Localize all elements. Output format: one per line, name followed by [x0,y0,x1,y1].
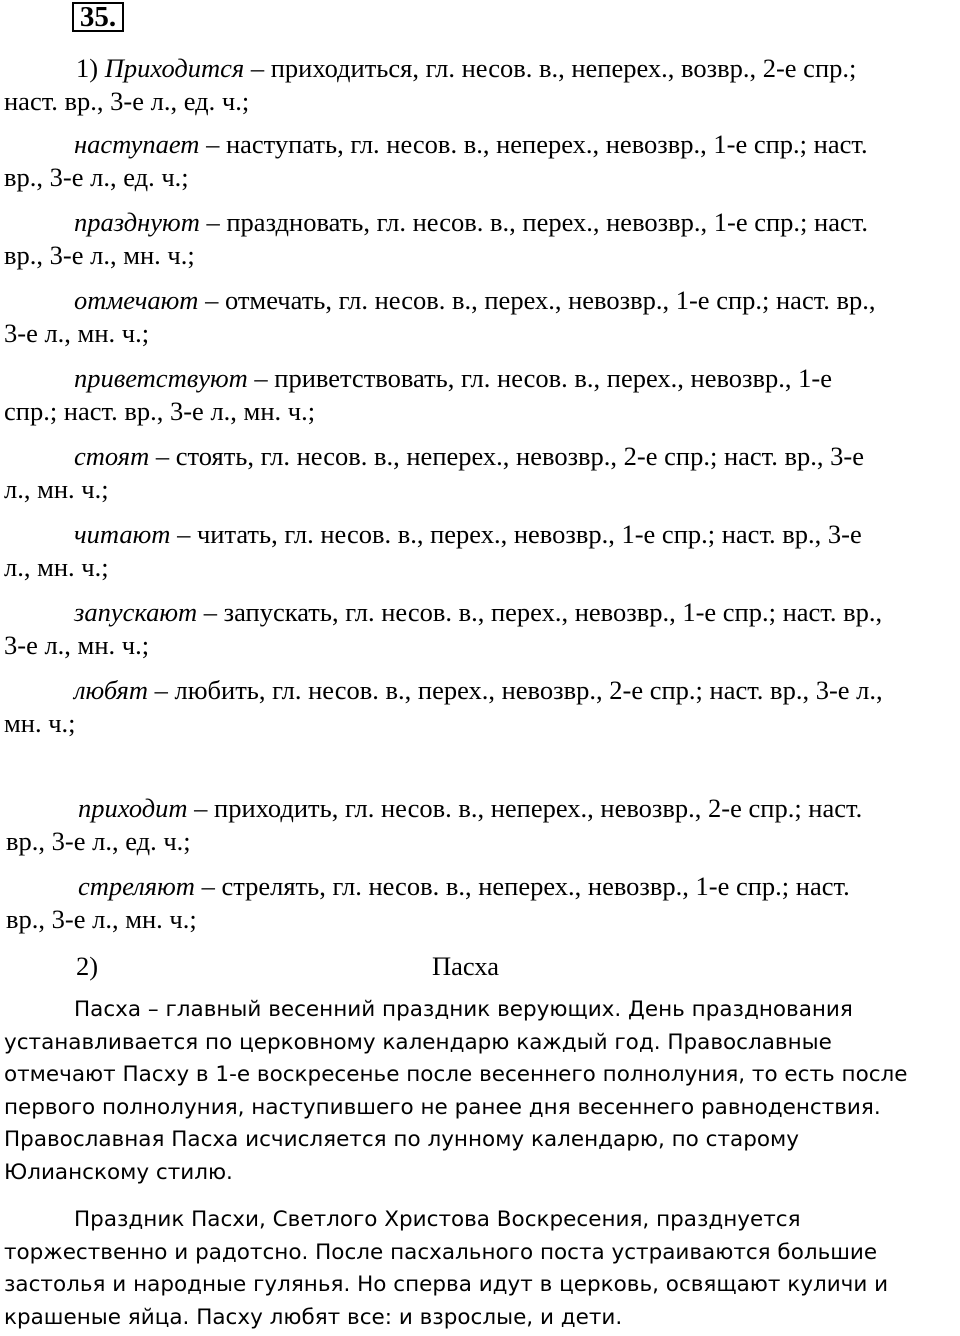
entry-continuation: вр., 3-е л., мн. ч.; [6,904,197,934]
entry-description: запускать, гл. несов. в., перех., невозвр., 1-е спр.; наст. вр., [223,597,883,627]
entry-sep: – [198,285,225,315]
essay-line: Праздник Пасхи, Светлого Христова Воскресения, празднуется [74,1207,801,1232]
essay-line: Пасха – главный весенний праздник верующих. День празднования [74,997,853,1022]
entry-5 [4,362,956,428]
entry-sep: – [199,207,227,237]
essay-line: Юлианскому стилю. [4,1159,233,1185]
exercise-number: 35. [72,2,124,32]
entry-sep: – [247,363,275,393]
entry-word: наступает [74,129,200,159]
essay-line: устанавливается по церковному календарю каждый год. Православные [4,1029,832,1055]
entry-2 [4,128,956,194]
essay-line: застолья и народные гулянья. Но сперва идут в церковь, освящают куличи и [4,1272,889,1297]
entry-word: приходит [78,793,188,823]
entry-sep: – [199,129,226,159]
entry-continuation: вр., 3-е л., ед. ч.; [6,826,191,856]
entry-sep: – [149,441,176,471]
entry-11 [6,870,958,936]
part1-label: 1) [76,53,99,83]
entry-description: стрелять, гл. несов. в., неперех., невозвр., 1-е спр.; наст. [221,871,850,901]
entry-word: читают [74,519,171,549]
entry-description: приветствовать, гл. несов. в., перех., невозвр., 1-е [274,363,832,393]
entry-word: любят [74,675,149,705]
entry-1 [4,52,956,118]
entry-3 [4,206,956,272]
entry-4 [4,284,956,350]
entry-description: стоять, гл. несов. в., неперех., невозвр., 2-е спр.; наст. вр., 3-е [175,441,864,471]
entry-continuation: мн. ч.; [4,708,76,738]
entry-word: отмечают [74,285,199,315]
entry-word: запускают [74,597,198,627]
entry-description: любить, гл. несов. в., перех., невозвр., 2-е спр.; наст. вр., 3-е л., [174,675,883,705]
essay-line: торжественно и радотсно. После пасхального поста устраиваются большие [4,1239,878,1265]
entry-9 [4,674,956,740]
entry-continuation: спр.; наст. вр., 3-е л., мн. ч.; [4,396,316,426]
entry-8 [4,596,956,662]
entry-6 [4,440,956,506]
entry-continuation: 3-е л., мн. ч.; [4,318,150,348]
essay-line: Православная Пасха исчисляется по лунному календарю, по старому [4,1127,799,1152]
entry-description: читать, гл. несов. в., перех., невозвр., 1-е спр.; наст. вр., 3-е [196,519,862,549]
entry-continuation: вр., 3-е л., ед. ч.; [4,162,189,192]
entry-description: отмечать, гл. несов. в., перех., невозвр., 1-е спр.; наст. вр., [224,285,876,315]
entry-10 [6,792,958,858]
entry-continuation: л., мн. ч.; [4,552,109,582]
essay-line: крашеные яйца. Пасху любят все: и взрослые, и дети. [4,1304,623,1330]
entry-continuation: вр., 3-е л., мн. ч.; [4,240,195,270]
entry-word: празднуют [74,207,200,237]
essay-line: отмечают Пасху в 1-е воскресенье после весеннего полнолуния, то есть после [4,1062,908,1087]
entry-description: приходиться, гл. несов. в., неперех., возвр., 2-е спр.; [270,53,857,83]
entry-continuation: л., мн. ч.; [4,474,109,504]
part2-title: Пасха [432,951,499,981]
entry-word: приветствуют [74,363,248,393]
entry-continuation: наст. вр., 3-е л., ед. ч.; [4,86,250,116]
essay-line: первого полнолуния, наступившего не ранее дня весеннего равноденствия. [4,1094,881,1120]
entry-word: Приходится [104,53,245,83]
entry-description: приходить, гл. несов. в., неперех., невозвр., 2-е спр.; наст. [214,793,863,823]
essay-paragraph-2 [4,1204,956,1334]
entry-sep: – [197,597,224,627]
entry-sep: – [148,675,175,705]
entry-sep: – [194,871,222,901]
entry-word: стоят [74,441,150,471]
part2-heading [0,950,960,983]
entry-continuation: 3-е л., мн. ч.; [4,630,150,660]
entry-sep: – [170,519,197,549]
entry-description: наступать, гл. несов. в., неперех., невозвр., 1-е спр.; наст. [225,129,868,159]
entry-description: праздновать, гл. несов. в., перех., невозвр., 1-е спр.; наст. [226,207,868,237]
entry-sep: – [187,793,215,823]
essay-paragraph-1 [4,994,956,1189]
entry-7 [4,518,956,584]
part2-label: 2) [76,951,99,981]
entry-word: стреляют [78,871,195,901]
entry-sep: – [244,53,271,83]
